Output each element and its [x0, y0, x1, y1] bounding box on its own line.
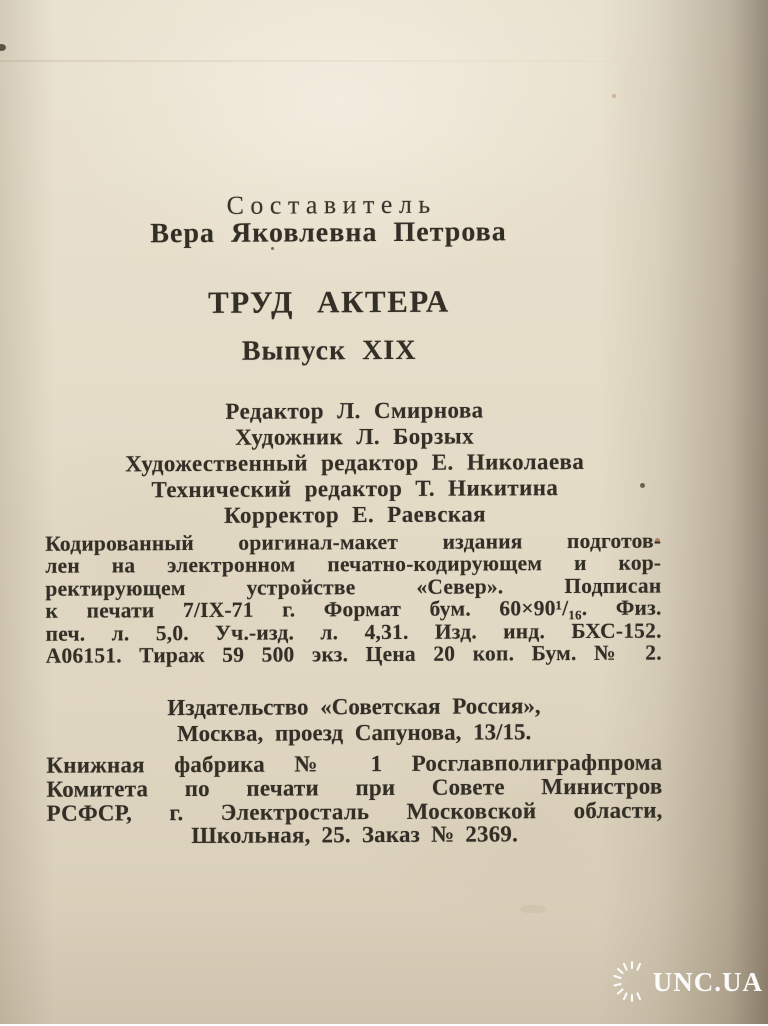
- credits-block: [49, 397, 660, 530]
- printer-block: [46, 751, 662, 849]
- publisher-address-line: Москва, проезд Сапунова, 13/15.: [177, 718, 532, 746]
- printer-line: РСФСР, г. Электросталь Московской области,: [46, 797, 663, 826]
- issue-number: Выпуск XIX: [241, 334, 417, 367]
- compiler-name: Вера Яковлевна Петрова: [150, 216, 507, 250]
- credit-line-editor: Редактор Л. Смирнова: [225, 397, 484, 424]
- credit-line-tech-editor: Технический редактор Т. Никитина: [151, 475, 559, 503]
- imprint-line: А06151. Тираж 59 500 экз. Цена 20 коп. Бум. № 2.: [45, 640, 662, 668]
- compiler-label: С о с т а в и т е л ь: [226, 189, 431, 220]
- imprint-line: Кодированный оригинал-макет издания подготов-: [45, 528, 662, 556]
- book-title: ТРУД АКТЕРА: [207, 283, 450, 320]
- imprint-line: печ. л. 5,0. Уч.-изд. л. 4,31. Изд. инд. БХС-152.: [45, 618, 662, 646]
- sunburst-icon: [612, 960, 652, 1004]
- imprint-line: к печати 7/IX-71 г. Формат бум. 60×90¹/₁₆. Физ.: [45, 595, 662, 623]
- printer-line: Книжная фабрика № 1 Росглавполиграфпрома: [46, 749, 663, 778]
- imprint-line: ректирующем устройстве «Север». Подписан: [45, 573, 662, 601]
- publisher-line: Издательство «Советская Россия»,: [167, 693, 541, 721]
- imprint-line: лен на электронном печатно-кодирующем и кор-: [45, 550, 662, 579]
- watermark: [612, 960, 763, 1004]
- imprint-block: [45, 530, 662, 668]
- credit-line-proofreader: Корректор Е. Раевская: [224, 501, 487, 528]
- publisher-block: [46, 693, 662, 747]
- printer-line: Комитета по печати при Совете Министров: [46, 773, 663, 802]
- printer-order-line: Школьная, 25. Заказ № 2369.: [191, 821, 519, 849]
- watermark-text: UNC.UA: [652, 966, 763, 997]
- credit-line-artist: Художник Л. Борзых: [235, 423, 475, 450]
- credit-line-art-editor: Художественный редактор Е. Николаева: [125, 448, 585, 477]
